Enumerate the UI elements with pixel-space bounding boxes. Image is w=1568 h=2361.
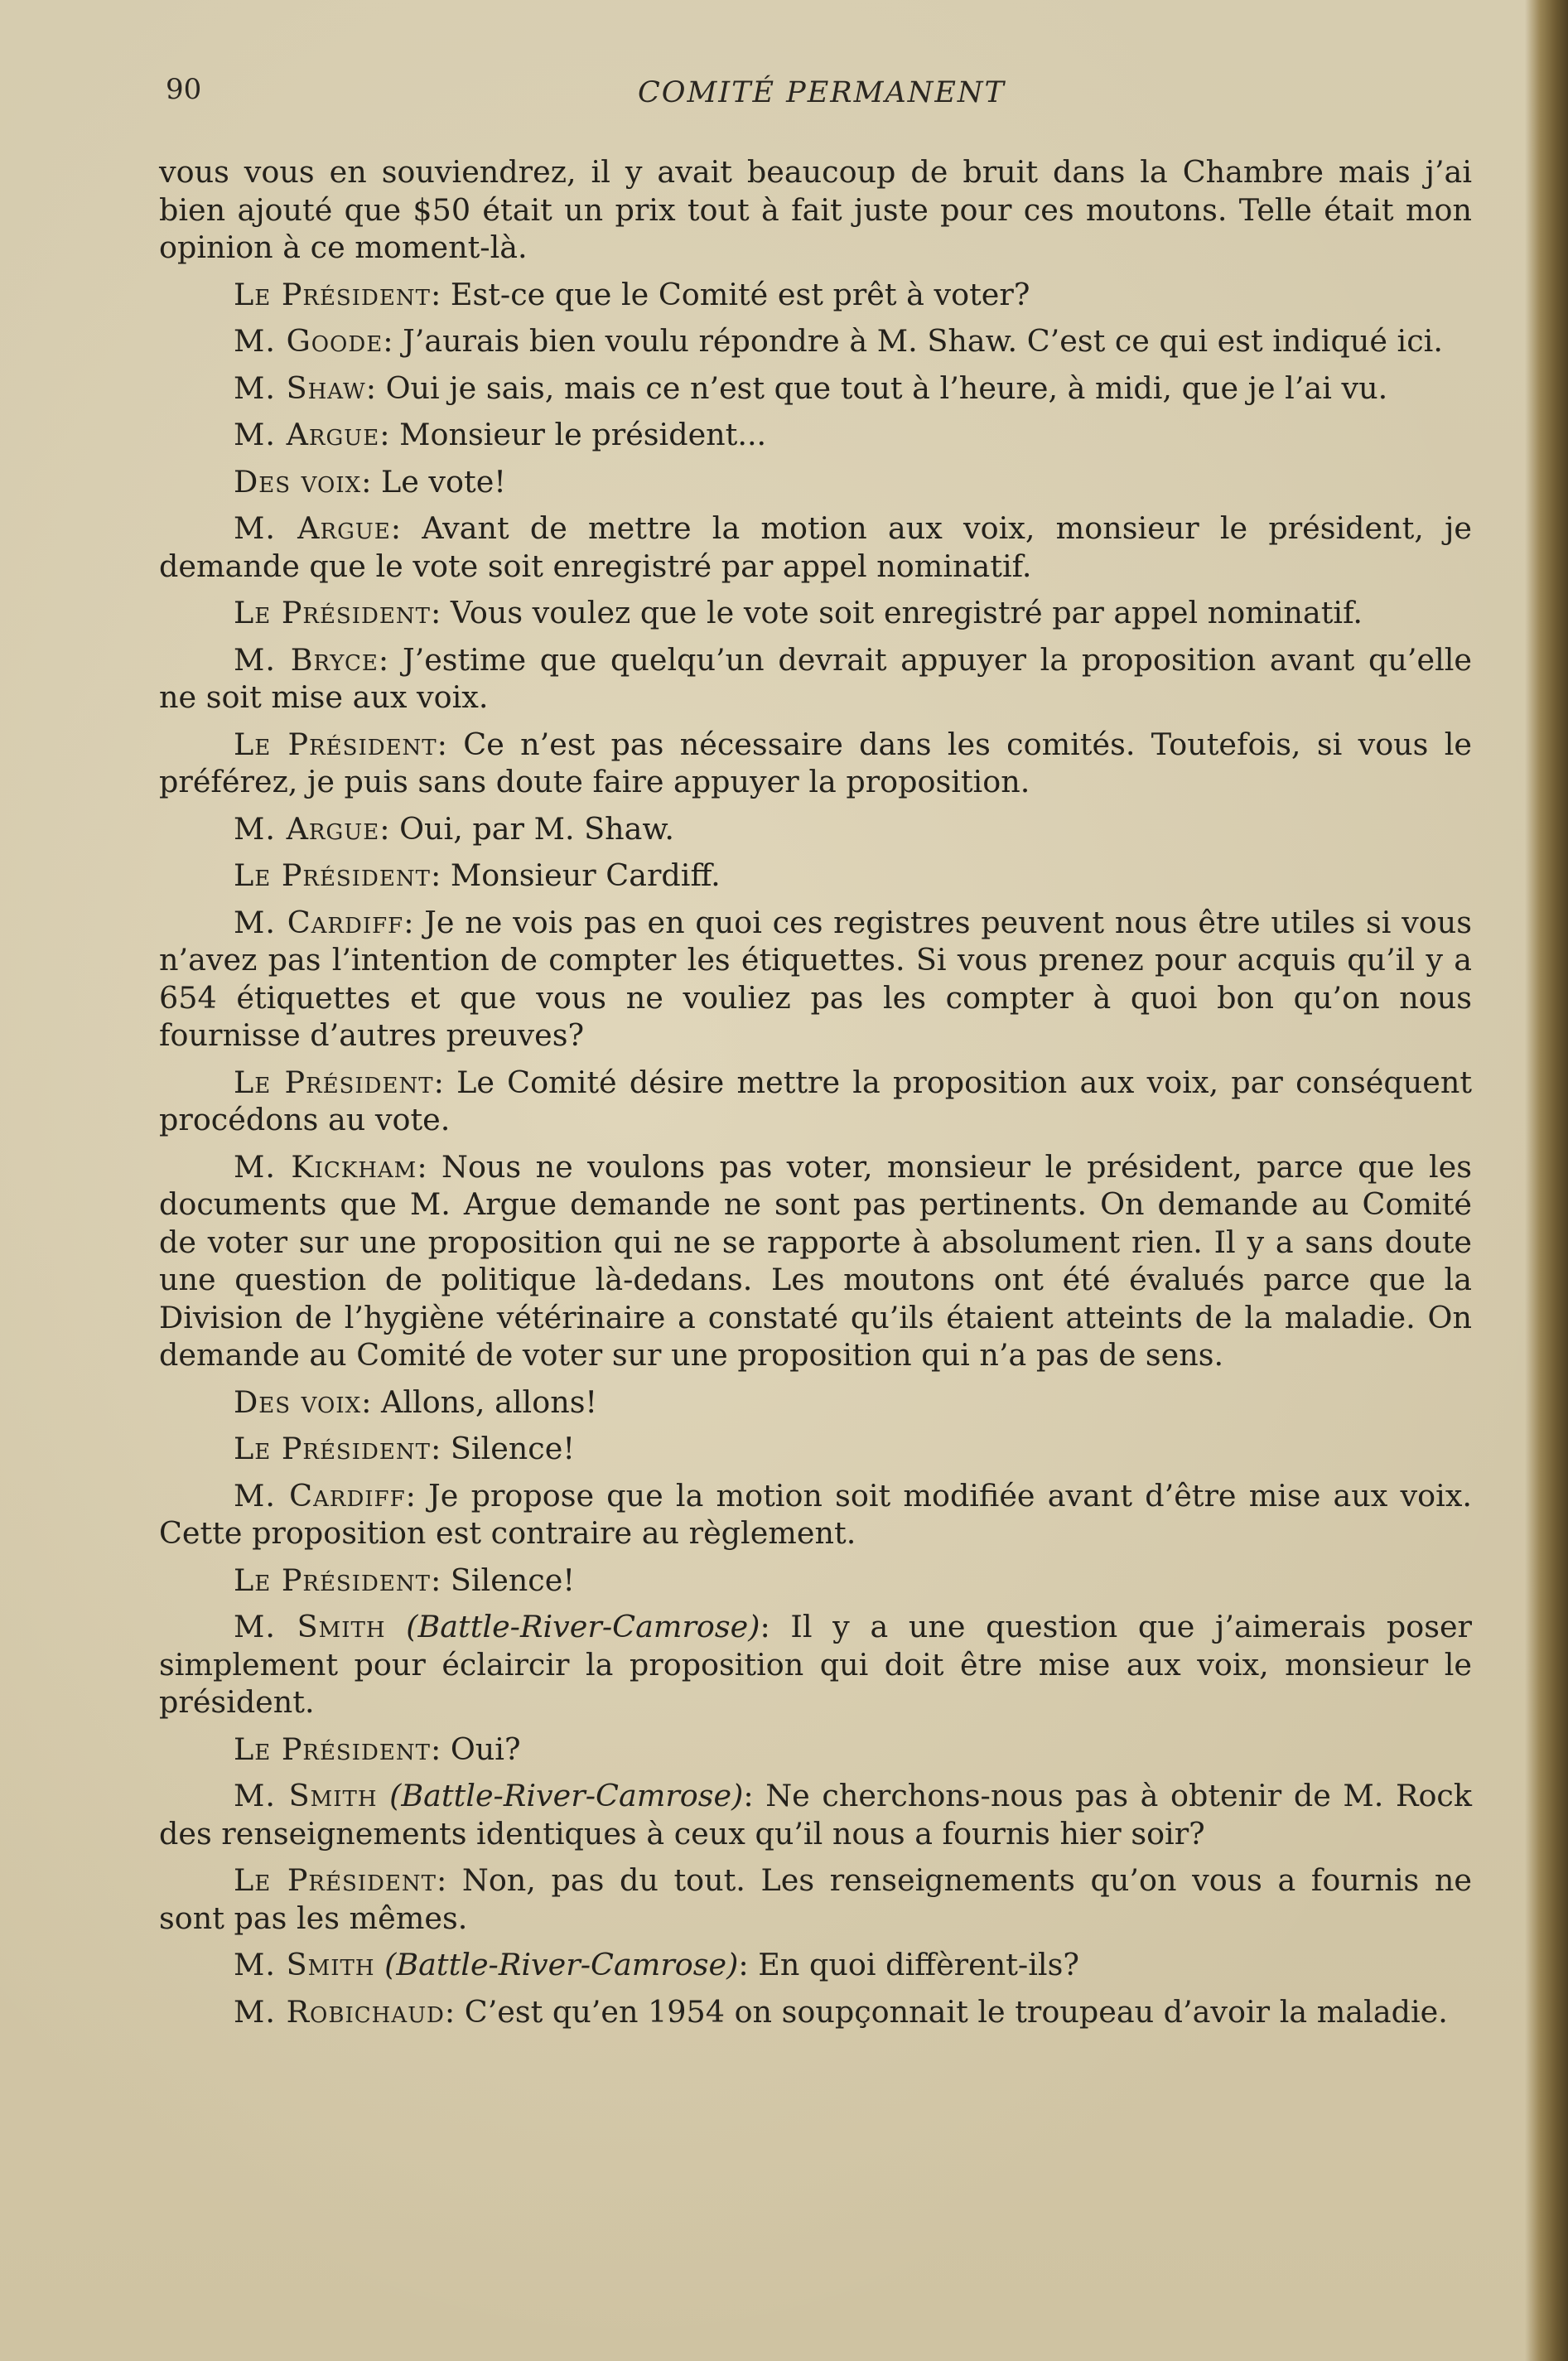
transcript-paragraph: Des voix: Allons, allons! xyxy=(234,1383,598,1420)
transcript-paragraph: M. Bryce: J’estime que quelqu’un devrait appuyer la proposition avant qu’elle ne soit mise aux voix. xyxy=(159,641,1473,715)
transcript-paragraph: M. Goode: J’aurais bien voulu répondre à M. Shaw. C’est ce qui est indiqué ici. xyxy=(234,323,1443,359)
speech-text: C’est qu’en 1954 on soupçonnait le troupeau d’avoir la maladie. xyxy=(464,1993,1448,2030)
transcript-paragraph: Le Président: Silence! xyxy=(234,1562,576,1598)
speaker-name: M. Bryce xyxy=(234,641,379,678)
transcript-paragraph: M. Cardiff: Je ne vois pas en quoi ces registres peuvent nous être utiles si vous n’avez pas l’intention de compter les étiquettes. Si vous prenez pour acquis qu’il y a 654 étiquettes et que vous ne vouliez pas les compter à quoi bon qu’on nous fournisse d’autres preuves? xyxy=(159,904,1472,1053)
running-title: COMITÉ PERMANENT xyxy=(638,76,1006,109)
transcript-paragraph: M. Smith (Battle-River-Camrose): Ne cherchons-nous pas à obtenir de M. Rock des renseignements identiques à ceux qu’il nous a fournis hier soir? xyxy=(159,1778,1472,1852)
speaker-name: Le Président xyxy=(234,726,437,762)
speaker-name: M. Argue xyxy=(234,417,380,452)
speaker-name: Des voix xyxy=(234,1383,362,1420)
speech-text: J’estime que quelqu’un devrait appuyer la proposition avant qu’elle ne soit mise aux voix. xyxy=(159,641,1473,715)
speech-text: Vous voulez que le vote soit enregistré par appel nominatif. xyxy=(450,595,1363,630)
speech-text: vous vous en souviendrez, il y avait beaucoup de bruit dans la Chambre mais j’ai bien ajouté que $50 était un prix tout à fait juste pour ces moutons. Telle était mon opinion à ce moment-là. xyxy=(159,154,1472,265)
transcript-paragraph: Le Président: Non, pas du tout. Les renseignements qu’on vous a fournis ne sont pas les mêmes. xyxy=(159,1862,1472,1936)
transcript-paragraph: M. Robichaud: C’est qu’en 1954 on soupçonnait le troupeau d’avoir la maladie. xyxy=(234,1993,1448,2030)
speaker-name: M. Kickham xyxy=(234,1148,417,1185)
speaker-name: M. Argue xyxy=(234,510,391,546)
speaker-name: Le Président xyxy=(234,1431,431,1466)
speaker-name: M. Cardiff xyxy=(234,904,404,940)
transcript-paragraph: Le Président: Monsieur Cardiff. xyxy=(234,857,721,893)
speaker-name: M. Argue xyxy=(234,810,380,847)
page-header xyxy=(166,73,1458,123)
speech-text: Oui? xyxy=(450,1731,521,1767)
speech-text: Ce n’est pas nécessaire dans les comités. Toutefois, si vous le préférez, je puis sans doute faire appuyer la proposition. xyxy=(159,726,1472,799)
speaker-name: M. Shaw xyxy=(234,369,366,406)
speaker-name: M. Goode xyxy=(234,323,384,359)
transcript-paragraph: M. Cardiff: Je propose que la motion soit modifiée avant d’être mise aux voix. Cette proposition est contraire au règlement. xyxy=(159,1477,1473,1551)
speaker-name: Le Président xyxy=(234,1862,437,1898)
speech-text: Silence! xyxy=(450,1562,576,1598)
transcript-paragraph: Des voix: Le vote! xyxy=(234,463,506,500)
transcript-paragraph: M. Shaw: Oui je sais, mais ce n’est que tout à l’heure, à midi, que je l’ai vu. xyxy=(234,369,1388,406)
transcript-body xyxy=(159,153,1472,2040)
speech-text: J’aurais bien voulu répondre à M. Shaw. C’est ce qui est indiqué ici. xyxy=(403,323,1443,359)
speech-text: Non, pas du tout. Les renseignements qu’on vous a fournis ne sont pas les mêmes. xyxy=(159,1862,1472,1936)
speech-text: Il y a une question que j’aimerais poser simplement pour éclaircir la proposition qui doit être mise aux voix, monsieur le président. xyxy=(159,1609,1472,1720)
book-spine-shadow xyxy=(1525,0,1568,2361)
speaker-name: Le Président xyxy=(234,276,431,312)
transcript-paragraph: Le Président: Silence! xyxy=(234,1431,576,1466)
speech-text: Oui, par M. Shaw. xyxy=(399,810,674,847)
transcript-paragraph: Le Président: Oui? xyxy=(234,1731,521,1767)
speaker-name: Le Président xyxy=(234,857,431,893)
transcript-paragraph: M. Argue: Monsieur le président... xyxy=(234,417,767,452)
transcript-paragraph: Le Président: Est-ce que le Comité est prêt à voter? xyxy=(234,276,1030,312)
speech-text: Je ne vois pas en quoi ces registres peuvent nous être utiles si vous n’avez pas l’intention de compter les étiquettes. Si vous prenez pour acquis qu’il y a 654 étiquettes et que vous ne vouliez pas les compter à quoi bon qu’on nous fournisse d’autres preuves? xyxy=(159,904,1472,1053)
speaker-name: Le Président xyxy=(234,1731,431,1767)
speaker-name: Le Président xyxy=(234,1562,431,1598)
speaker-riding: (Battle-River-Camrose) xyxy=(406,1609,760,1644)
transcript-paragraph: M. Argue: Avant de mettre la motion aux voix, monsieur le président, je demande que le vote soit enregistré par appel nominatif. xyxy=(159,510,1472,584)
transcript-paragraph: M. Kickham: Nous ne voulons pas voter, monsieur le président, parce que les documents que M. Argue demande ne sont pas pertinents. On demande au Comité de voter sur une proposition qui ne se rapporte à absolument rien. Il y a sans doute une question de politique là-dedans. Les moutons ont été évalués parce que la Division de l’hygiène vétérinaire a constaté qu’ils étaient atteints de la maladie. On demande au Comité de voter sur une proposition qui n’a pas de sens. xyxy=(159,1148,1472,1373)
speaker-name: Le Président xyxy=(234,1064,434,1100)
speaker-name: M. Smith xyxy=(234,1609,386,1644)
transcript-paragraph: M. Argue: Oui, par M. Shaw. xyxy=(234,810,674,847)
speech-text: Avant de mettre la motion aux voix, monsieur le président, je demande que le vote soit enregistré par appel nominatif. xyxy=(159,510,1472,584)
transcript-paragraph: M. Smith (Battle-River-Camrose): En quoi diffèrent-ils? xyxy=(234,1947,1079,1982)
speech-text: Silence! xyxy=(450,1431,576,1466)
speech-text: Est-ce que le Comité est prêt à voter? xyxy=(450,276,1030,312)
page-number: 90 xyxy=(166,73,202,106)
speech-text: Monsieur Cardiff. xyxy=(450,857,721,893)
transcript-paragraph xyxy=(159,153,1472,267)
speech-text: Nous ne voulons pas voter, monsieur le président, parce que les documents que M. Argue demande ne sont pas pertinents. On demande au Comité de voter sur une proposition qui ne se rapporte à absolument rien. Il y a sans doute une question de politique là-dedans. Les moutons ont été évalués parce que la Division de l’hygiène vétérinaire a constaté qu’ils étaient atteints de la maladie. On demande au Comité de voter sur une proposition qui n’a pas de sens. xyxy=(159,1148,1472,1373)
speaker-name: Des voix xyxy=(234,463,362,500)
transcript-paragraph: Le Président: Le Comité désire mettre la proposition aux voix, par conséquent procédons au vote. xyxy=(159,1064,1473,1137)
speaker-name: Le Président xyxy=(234,595,431,630)
speech-text: Allons, allons! xyxy=(380,1383,598,1420)
speech-text: Monsieur le président... xyxy=(399,417,767,452)
speech-text: Le Comité désire mettre la proposition aux voix, par conséquent procédons au vote. xyxy=(159,1064,1473,1137)
transcript-paragraph: Le Président: Vous voulez que le vote soit enregistré par appel nominatif. xyxy=(234,595,1363,630)
speaker-name: M. Cardiff xyxy=(234,1477,406,1514)
speech-text: Je propose que la motion soit modifiée avant d’être mise aux voix. Cette proposition est contraire au règlement. xyxy=(159,1477,1473,1551)
speaker-name: M. Smith xyxy=(234,1947,375,1982)
speech-text: Le vote! xyxy=(380,463,506,500)
speaker-name: M. Robichaud xyxy=(234,1993,445,2030)
speech-text: Ne cherchons-nous pas à obtenir de M. Rock des renseignements identiques à ceux qu’il nous a fournis hier soir? xyxy=(159,1778,1472,1852)
transcript-paragraph: M. Smith (Battle-River-Camrose): Il y a une question que j’aimerais poser simplement pour éclaircir la proposition qui doit être mise aux voix, monsieur le président. xyxy=(159,1609,1472,1720)
speaker-riding: (Battle-River-Camrose) xyxy=(389,1778,744,1813)
speech-text: Oui je sais, mais ce n’est que tout à l’heure, à midi, que je l’ai vu. xyxy=(385,369,1388,406)
speaker-name: M. Smith xyxy=(234,1778,378,1813)
speech-text: En quoi diffèrent-ils? xyxy=(758,1947,1079,1982)
speaker-riding: (Battle-River-Camrose) xyxy=(384,1947,739,1982)
transcript-paragraph: Le Président: Ce n’est pas nécessaire dans les comités. Toutefois, si vous le préférez, je puis sans doute faire appuyer la proposition. xyxy=(159,726,1472,799)
